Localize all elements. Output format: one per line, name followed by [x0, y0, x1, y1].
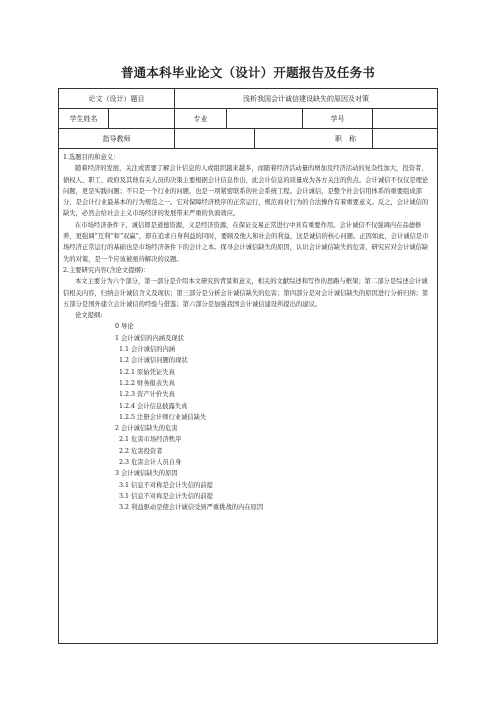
student-id-value	[373, 109, 437, 128]
advisor-value	[175, 129, 255, 148]
report-body	[59, 149, 437, 517]
student-row	[59, 109, 437, 129]
outline-item: 3 会计诚信缺失的原因	[115, 470, 178, 478]
outline-item: 1.2.1 原始凭证失真	[119, 368, 175, 376]
outline-item: 3.1 信息不对称是会计失信的前提	[119, 481, 213, 489]
section2-paragraph-1: 本文主要分为六个部分，第一部分是介绍本文研究的背景和意义，相关的文献综述和写作的思路与框架；第二部分是综述会计诚信相关内容，归纳会计诚信含义及现状；第三部分是分析会计诚信缺失的危害；第四部分是对会计诚信缺失的原因进行分析归纳；第五部分是国外建立会计诚信的经验与借鉴；第六部分是加强我国会计诚信建设所提出的建议。	[63, 278, 429, 308]
outline-item: 1.2.5 注册会计师行业诚信缺失	[119, 413, 207, 421]
outline-item: 2.2 危害投资者	[119, 447, 163, 455]
title-rank-label: 职 称	[255, 129, 373, 148]
advisor-row	[59, 129, 437, 149]
outline-item: 2.1 危害市场经济秩序	[119, 436, 182, 444]
outline-item: 1.2 会计诚信问题的现状	[119, 357, 188, 365]
section1-paragraph-1: 随着经济的发展，关注或需要了解会计信息的人或组织越来越多，而随着经济活动量的增加及经济活动的复杂性加大，投资者、债权人、职工、政府及其他有关人员的决策主要根据会计信息作出，此会计信息的质量成为各方关注的焦点。会计诚信不仅仅是理论问题，更是实践问题；不只是一个行业的问题，也是一项紧密联系的社会系统工程。会计诚信，是整个社会信用体系的重要组成部分，是会计行业最基本的行为规范之一。它对保障经济秩序的正常运行，规范商业行为的合法操作有着重要意义。反之，会计诚信的缺失，必然会给社会主义市场经济的发展带来严重的负面效应。	[63, 165, 429, 218]
form-table	[58, 88, 438, 644]
outline-item: 1.2.3 资产计价失真	[119, 391, 175, 399]
outline-item: 1.1 会计诚信的内涵	[119, 346, 176, 354]
advisor-label: 指导教师	[59, 129, 175, 148]
outline-list	[63, 321, 433, 513]
section1-heading: 1.选题目的和意义：	[63, 154, 120, 161]
topic-label: 论文（设计）题目	[59, 89, 175, 108]
section2-heading: 2.主要研究内容(含论文提纲)：	[63, 266, 150, 274]
title-rank-value	[373, 129, 437, 148]
student-id-label: 学号	[303, 109, 373, 128]
major-value	[227, 109, 303, 128]
outline-item: 1.2.4 会计信息披露失真	[119, 402, 188, 410]
outline-label: 论文提纲:	[75, 312, 103, 320]
outline-item: 2.3 危害会计人员自身	[119, 459, 182, 467]
major-label: 专业	[175, 109, 227, 128]
topic-row	[59, 89, 437, 109]
outline-item: 3.1 信息不对称是会计失信的前提	[119, 492, 213, 500]
outline-item: 1 会计诚信的内涵及现状	[115, 334, 184, 342]
topic-value: 浅析我国会计诚信建设缺失的原因及对策	[243, 94, 369, 103]
student-name-value	[109, 109, 175, 128]
student-name-label: 学生姓名	[59, 109, 109, 128]
outline-item: 0 导论	[115, 323, 134, 331]
document-title: 普通本科毕业论文（设计）开题报告及任务书	[120, 65, 375, 80]
outline-item: 3.2 利益驱动是使会计诚信受到严重挑战的内在原因	[119, 504, 264, 512]
outline-item: 2 会计诚信缺失的危害	[115, 425, 178, 433]
outline-item: 1.2.2 财务报表失真	[119, 379, 175, 387]
section1-paragraph-2: 在市场经济条件下，诚信即是道德资源，又是经济资源，在保证交易正常进行中具有重要作用。会计诚信不仅强调内在品德修养，更强调“互利”和“双赢”，即在追求自身利益的同时，要顾及他人和社会的利益，这是诚信的核心问题。正因如此，会计诚信是市场经济正常运行的基础也是市场经济条件下的会计之本。探寻会计诚信缺失的原因，认识会计诚信缺失的危害，研究应对会计诚信缺失的对策，是一个应该被亟待解决的议题。	[63, 221, 429, 263]
